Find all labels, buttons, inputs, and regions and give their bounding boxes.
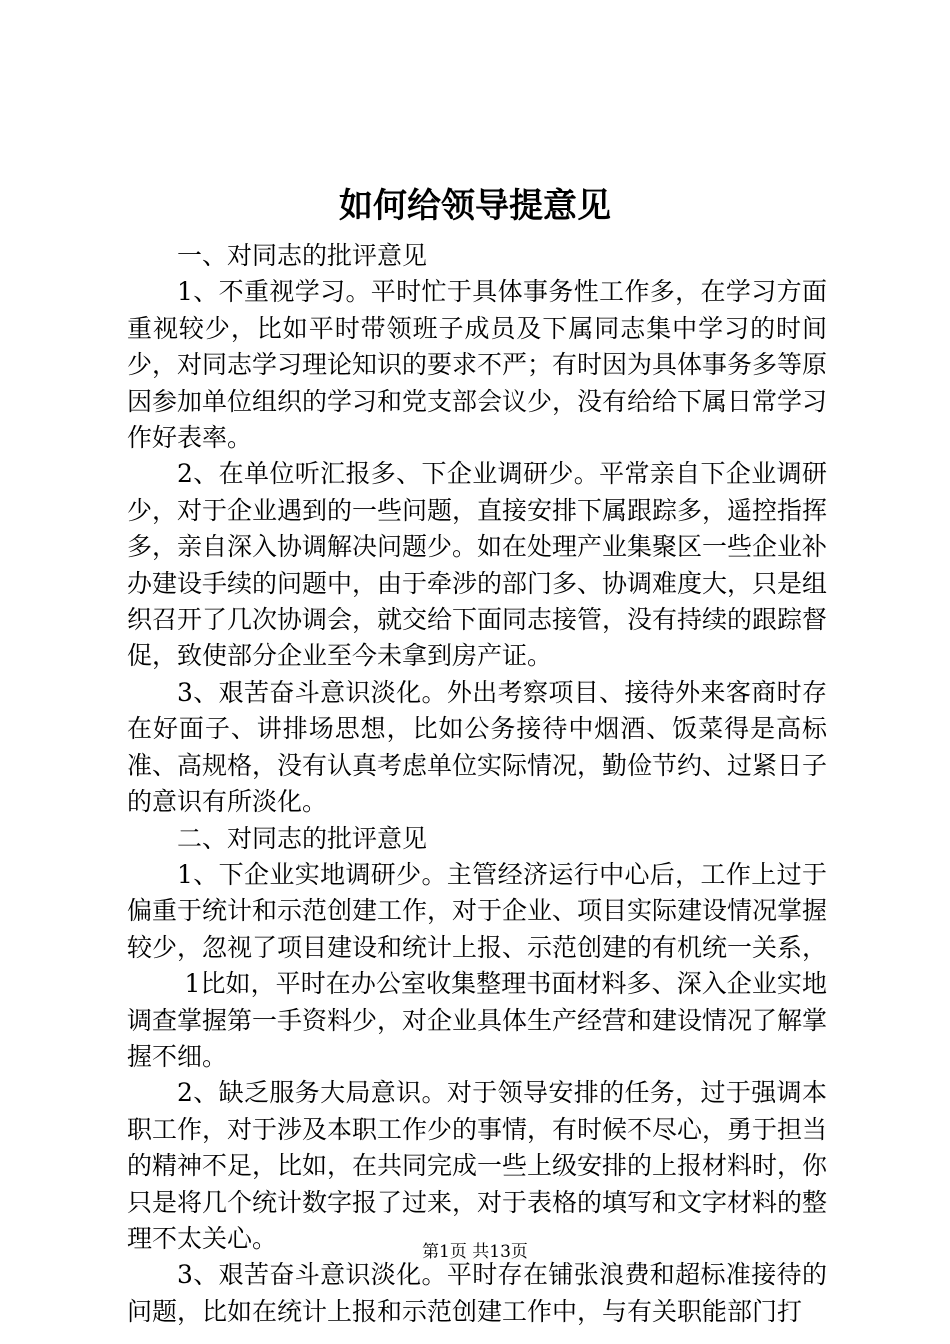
section-heading-1: 一、对同志的批评意见 [177,241,428,270]
paragraph-2-1: 1、下企业实地调研少。主管经济运行中心后，工作上过于偏重于统计和示范创建工作，对于企业、项目实际建设情况掌握较少，忽视了项目建设和统计上报、示范创建的有机统一关系， [127,859,828,962]
document-body [127,238,827,1330]
paragraph-2-1-example: 1比如，平时在办公室收集整理书面材料多、深入企业实地调查掌握第一手资料少，对企业具体生产经营和建设情况了解掌握不细。 [127,969,828,1071]
paragraph-2-3: 3、艰苦奋斗意识淡化。平时存在铺张浪费和超标准接待的问题，比如在统计上报和示范创建工作中，与有关职能部门打 [127,1260,827,1326]
paragraph-1-1: 1、不重视学习。平时忙于具体事务性工作多，在学习方面重视较少，比如平时带领班子成员及下属同志集中学习的时间少，对同志学习理论知识的要求不严；有时因为具体事务多等原因参加单位组织的学习和党支部会议少，没有给给下属日常学习作好表率。 [127,277,828,453]
section-heading-2: 二、对同志的批评意见 [177,823,428,853]
paragraph-1-2: 2、在单位听汇报多、下企业调研少。平常亲自下企业调研少，对于企业遇到的一些问题，直接安排下属跟踪多，遥控指挥多，亲自深入协调解决问题少。如在处理产业集聚区一些企业补办建设手续的问题中，由于牵涉的部门多、协调难度大，只是组织召开了几次协调会，就交给下面同志接管，没有持续的跟踪督促，致使部分企业至今未拿到房产证。 [127,459,828,671]
page-footer: 第1页 共13页 [422,1242,528,1262]
document-title: 如何给领导提意见 [339,186,611,226]
paragraph-1-3: 3、艰苦奋斗意识淡化。外出考察项目、接待外来客商时存在好面子、讲排场思想，比如公务接待中烟酒、饭菜得是高标准、高规格，没有认真考虑单位实际情况，勤俭节约、过紧日子的意识有所淡化。 [127,677,828,817]
paragraph-2-2: 2、缺乏服务大局意识。对于领导安排的任务，过于强调本职工作，对于涉及本职工作少的事情，有时候不尽心，勇于担当的精神不足，比如，在共同完成一些上级安排的上报材料时，你只是将几个统计数字报了过来，对于表格的填写和文字材料的整理不太关心。 [127,1078,828,1253]
